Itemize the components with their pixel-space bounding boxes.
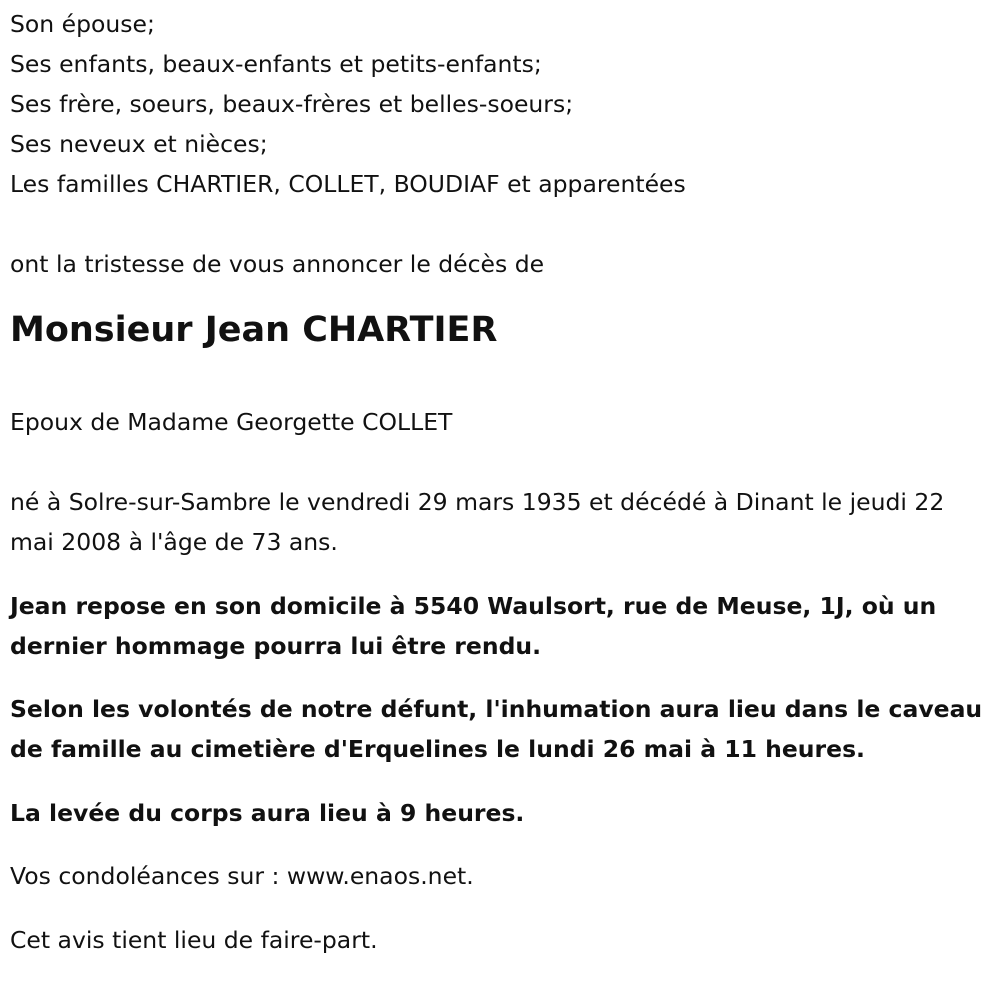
- family-line-spouse: Son épouse;: [10, 10, 155, 38]
- announcement-text: ont la tristesse de vous annoncer le décès de: [10, 250, 545, 278]
- spacer: [10, 204, 985, 244]
- repose-text: Jean repose en son domicile à 5540 Waulsort, rue de Meuse, 1J, où un dernier hommage pourra lui être rendu.: [10, 591, 937, 660]
- spouse-line: Epoux de Madame Georgette COLLET: [10, 408, 453, 436]
- birth-death-text: né à Solre-sur-Sambre le vendredi 29 mars 1935 et décédé à Dinant le jeudi 22 mai 2008 à l'âge de 73 ans.: [10, 488, 945, 556]
- levee-text: La levée du corps aura lieu à 9 heures.: [10, 798, 525, 827]
- family-line-children: Ses enfants, beaux-enfants et petits-enfants;: [10, 50, 542, 78]
- family-line-nephews: Ses neveux et nièces;: [10, 130, 268, 158]
- faire-part-text: Cet avis tient lieu de faire-part.: [10, 925, 378, 954]
- death-notice: [10, 4, 985, 983]
- deceased-name: Monsieur Jean CHARTIER: [10, 310, 498, 350]
- family-line-siblings: Ses frère, soeurs, beaux-frères et belles-soeurs;: [10, 90, 574, 118]
- burial-text: Selon les volontés de notre défunt, l'inhumation aura lieu dans le caveau de famille au cimetière d'Erquelines le lundi 26 mai à 11 heures.: [10, 695, 983, 763]
- family-line-families: Les familles CHARTIER, COLLET, BOUDIAF et apparentées: [10, 170, 686, 198]
- condolences-text: Vos condoléances sur : www.enaos.net.: [10, 862, 474, 890]
